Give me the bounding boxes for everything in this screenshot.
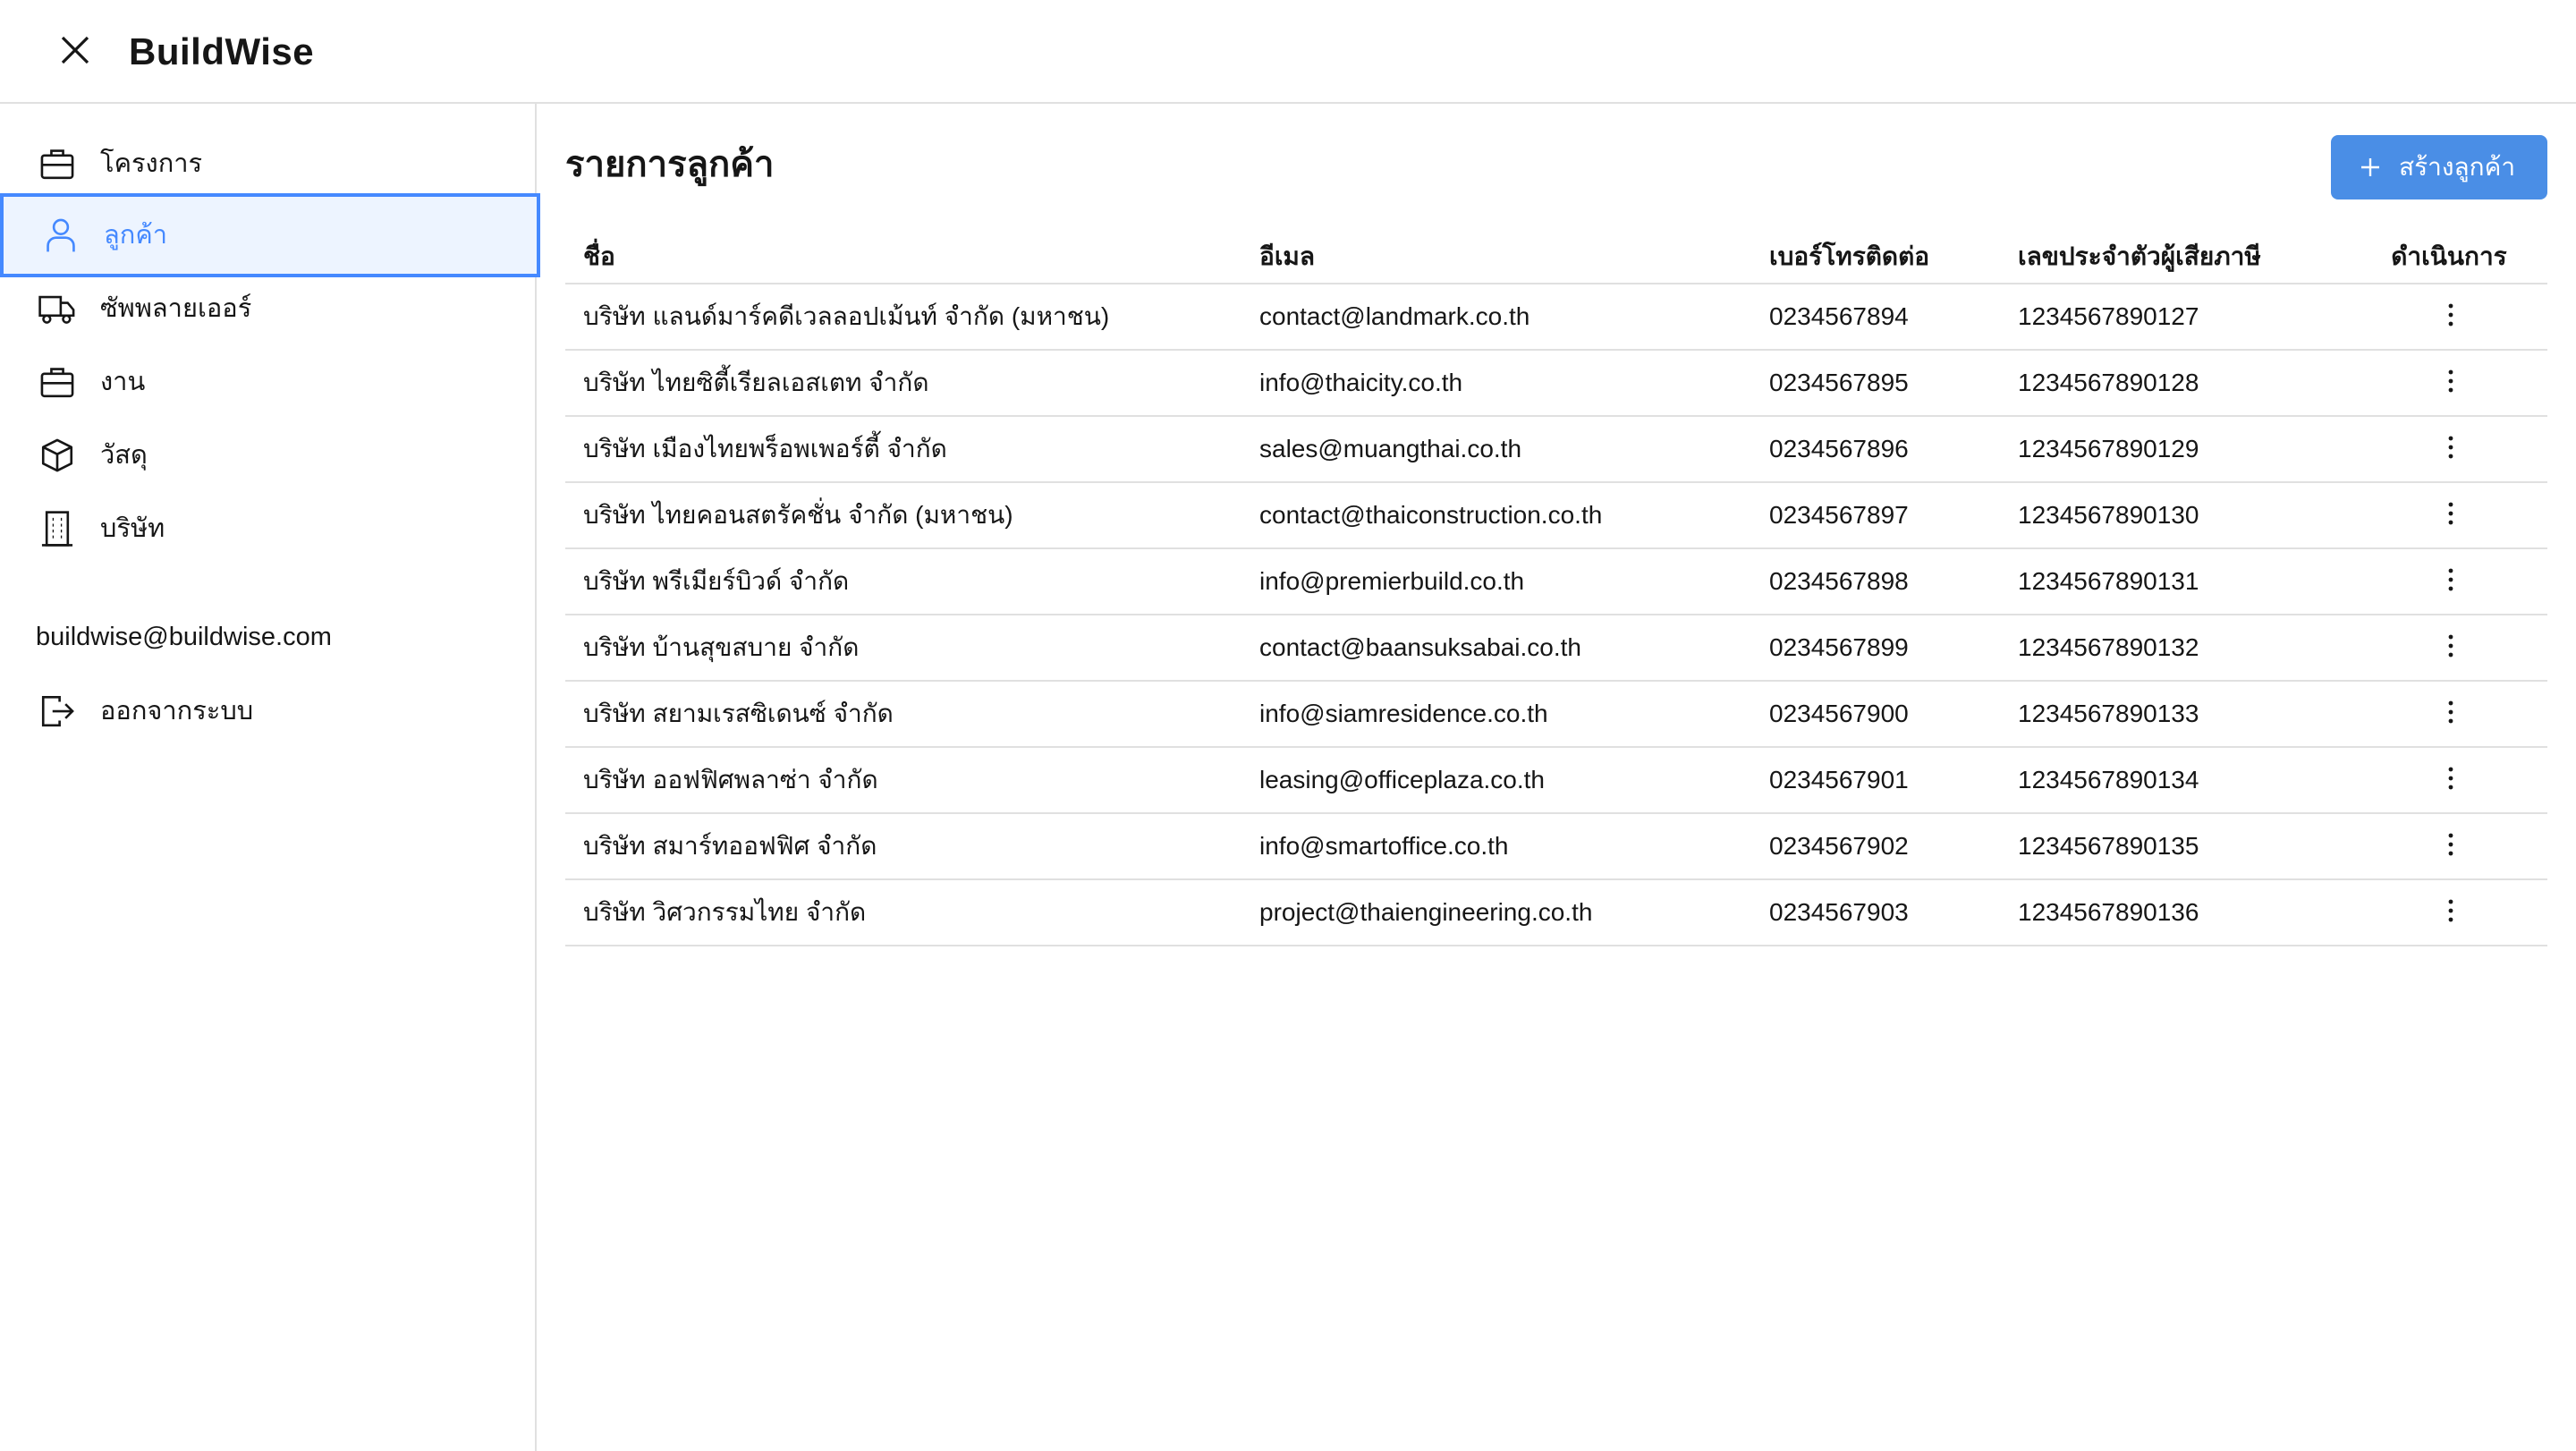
sidebar-item-label: งาน: [100, 368, 146, 396]
create-customer-button[interactable]: [2331, 135, 2547, 199]
table-row: [565, 284, 2547, 351]
customer-tax-id-cell: 1234567890135: [2018, 832, 2199, 860]
table-row: [565, 880, 2547, 946]
row-actions-kebab-icon[interactable]: [2440, 830, 2462, 859]
building-icon: [38, 509, 77, 548]
table-header-row: [565, 220, 2547, 284]
page-title: รายการลูกค้า: [565, 145, 775, 184]
customer-phone-cell: 0234567897: [1769, 501, 1909, 529]
column-header-phone: เบอร์โทรติดต่อ: [1769, 242, 1930, 270]
customer-phone-cell: 0234567901: [1769, 766, 1909, 793]
sidebar-item-company[interactable]: [0, 487, 540, 571]
customer-tax-id-cell: 1234567890133: [2018, 700, 2199, 727]
table-row: [565, 549, 2547, 615]
customer-tax-id-cell: 1234567890134: [2018, 766, 2199, 793]
column-header-tax-id: เลขประจำตัวผู้เสียภาษี: [2018, 242, 2261, 270]
briefcase-icon: [38, 144, 77, 183]
customer-phone-cell: 0234567895: [1769, 369, 1909, 396]
row-actions-kebab-icon[interactable]: [2440, 301, 2462, 329]
column-header-email: อีเมล: [1259, 242, 1316, 270]
table-row: [565, 615, 2547, 682]
customer-name-cell: บริษัท ไทยคอนสตรัคชั่น จำกัด (มหาชน): [583, 501, 1013, 529]
customer-email-cell: project@thaiengineering.co.th: [1259, 898, 1593, 926]
sidebar: [0, 104, 537, 1451]
customer-tax-id-cell: 1234567890128: [2018, 369, 2199, 396]
customer-name-cell: บริษัท วิศวกรรมไทย จำกัด: [583, 898, 867, 926]
customer-phone-cell: 0234567898: [1769, 567, 1909, 595]
customer-name-cell: บริษัท ไทยซิตี้เรียลเอสเตท จำกัด: [583, 369, 929, 396]
sidebar-item-materials[interactable]: [0, 413, 540, 497]
customer-name-cell: บริษัท เมืองไทยพร็อพเพอร์ตี้ จำกัด: [583, 435, 947, 462]
briefcase-icon: [38, 362, 77, 402]
customer-name-cell: บริษัท บ้านสุขสบาย จำกัด: [583, 633, 860, 661]
customer-name-cell: บริษัท สยามเรสซิเดนซ์ จำกัด: [583, 700, 894, 727]
table-row: [565, 814, 2547, 880]
row-actions-kebab-icon[interactable]: [2440, 565, 2462, 594]
customer-email-cell: info@premierbuild.co.th: [1259, 567, 1525, 595]
row-actions-kebab-icon[interactable]: [2440, 764, 2462, 793]
close-button[interactable]: [52, 27, 98, 77]
sidebar-item-label: วัสดุ: [100, 441, 148, 470]
table-row: [565, 351, 2547, 417]
customer-email-cell: contact@landmark.co.th: [1259, 302, 1530, 330]
sidebar-item-label: ซัพพลายเออร์: [100, 294, 252, 323]
table-row: [565, 682, 2547, 748]
create-customer-label: สร้างลูกค้า: [2399, 153, 2516, 181]
row-actions-kebab-icon[interactable]: [2440, 896, 2462, 925]
sidebar-item-suppliers[interactable]: [0, 267, 540, 351]
customer-name-cell: บริษัท พรีเมียร์บิวด์ จำกัด: [583, 567, 850, 595]
row-actions-kebab-icon[interactable]: [2440, 499, 2462, 528]
customer-email-cell: info@siamresidence.co.th: [1259, 700, 1548, 727]
table-body: [565, 284, 2547, 946]
row-actions-kebab-icon[interactable]: [2440, 698, 2462, 726]
sidebar-item-label: โครงการ: [100, 149, 203, 178]
package-box-icon: [38, 436, 77, 475]
customer-tax-id-cell: 1234567890127: [2018, 302, 2199, 330]
customer-tax-id-cell: 1234567890132: [2018, 633, 2199, 661]
customer-name-cell: บริษัท สมาร์ทออฟฟิศ จำกัด: [583, 832, 877, 860]
main-content: [537, 104, 2576, 1451]
sidebar-item-label: บริษัท: [100, 514, 165, 543]
logout-button[interactable]: [0, 669, 540, 753]
customer-email-cell: contact@thaiconstruction.co.th: [1259, 501, 1603, 529]
column-header-name: ชื่อ: [583, 242, 615, 270]
customer-phone-cell: 0234567903: [1769, 898, 1909, 926]
table-row: [565, 483, 2547, 549]
customer-email-cell: info@thaicity.co.th: [1259, 369, 1463, 396]
top-bar: [0, 0, 2576, 104]
app-title: BuildWise: [129, 30, 315, 72]
table-row: [565, 748, 2547, 814]
table-row: [565, 417, 2547, 483]
customer-email-cell: leasing@officeplaza.co.th: [1259, 766, 1545, 793]
row-actions-kebab-icon[interactable]: [2440, 632, 2462, 660]
close-icon: [59, 34, 91, 71]
customer-phone-cell: 0234567899: [1769, 633, 1909, 661]
row-actions-kebab-icon[interactable]: [2440, 433, 2462, 462]
customer-tax-id-cell: 1234567890131: [2018, 567, 2199, 595]
customer-name-cell: บริษัท แลนด์มาร์คดีเวลลอปเม้นท์ จำกัด (มหาชน): [583, 302, 1110, 330]
customer-phone-cell: 0234567900: [1769, 700, 1909, 727]
customer-name-cell: บริษัท ออฟฟิศพลาซ่า จำกัด: [583, 766, 878, 793]
customer-tax-id-cell: 1234567890129: [2018, 435, 2199, 462]
sidebar-item-jobs[interactable]: [0, 340, 540, 424]
customer-phone-cell: 0234567896: [1769, 435, 1909, 462]
customer-tax-id-cell: 1234567890136: [2018, 898, 2199, 926]
logout-icon: [38, 692, 77, 731]
column-header-actions: ดำเนินการ: [2391, 242, 2507, 270]
sidebar-item-label: ลูกค้า: [104, 221, 168, 250]
row-actions-kebab-icon[interactable]: [2440, 367, 2462, 395]
plus-icon: [2354, 151, 2386, 183]
customer-email-cell: sales@muangthai.co.th: [1259, 435, 1522, 462]
customer-phone-cell: 0234567894: [1769, 302, 1909, 330]
sidebar-item-customers[interactable]: [0, 193, 540, 277]
customer-email-cell: contact@baansuksabai.co.th: [1259, 633, 1581, 661]
customer-email-cell: info@smartoffice.co.th: [1259, 832, 1509, 860]
user-email: buildwise@buildwise.com: [36, 623, 332, 651]
customers-table: [565, 220, 2547, 946]
user-icon: [41, 216, 80, 255]
logout-label: ออกจากระบบ: [100, 697, 254, 726]
customer-tax-id-cell: 1234567890130: [2018, 501, 2199, 529]
delivery-truck-icon: [38, 289, 77, 328]
customer-phone-cell: 0234567902: [1769, 832, 1909, 860]
